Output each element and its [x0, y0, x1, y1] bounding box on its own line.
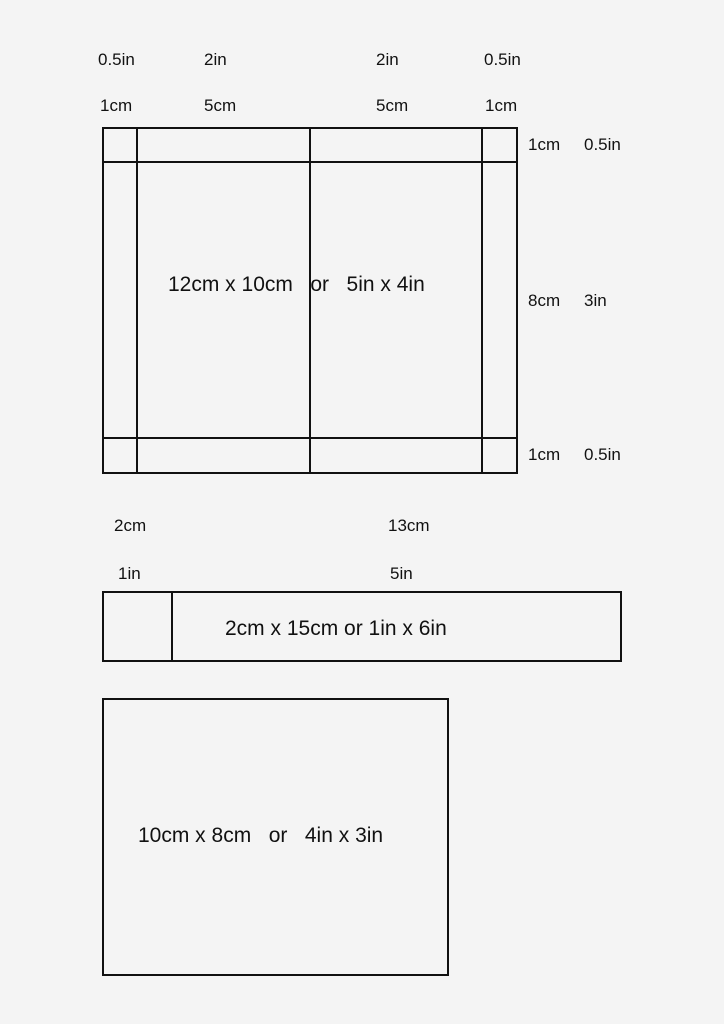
top-row-height-cm-2: 8cm [528, 291, 561, 310]
top-row-height-cm-1: 1cm [528, 135, 561, 154]
top-col-width-in-1: 0.5in [98, 50, 135, 69]
top-col-width-cm-2: 5cm [204, 96, 237, 115]
fold-line-top [102, 161, 518, 163]
top-row-height-in-1: 0.5in [584, 135, 621, 154]
strip-col-width-in-1: 1in [118, 564, 141, 583]
box-base-size-label: 12cm x 10cm or 5in x 4in [168, 273, 425, 296]
strip-col-width-cm-2: 13cm [388, 516, 430, 535]
top-col-width-in-3: 2in [376, 50, 399, 69]
strip-fold-line [171, 591, 173, 662]
fold-line-bottom [102, 437, 518, 439]
top-col-width-in-2: 2in [204, 50, 227, 69]
top-col-width-in-4: 0.5in [484, 50, 521, 69]
fold-line-right [481, 127, 483, 474]
strip-size-label: 2cm x 15cm or 1in x 6in [225, 617, 447, 640]
top-col-width-cm-3: 5cm [376, 96, 409, 115]
fold-line-middle [309, 127, 311, 474]
top-col-width-cm-4: 1cm [485, 96, 518, 115]
top-row-height-in-3: 0.5in [584, 445, 621, 464]
strip-col-width-in-2: 5in [390, 564, 413, 583]
top-row-height-in-2: 3in [584, 291, 607, 310]
strip-col-width-cm-1: 2cm [114, 516, 147, 535]
lid-size-label: 10cm x 8cm or 4in x 3in [138, 824, 384, 847]
fold-line-left [136, 127, 138, 474]
top-col-width-cm-1: 1cm [100, 96, 133, 115]
top-row-height-cm-3: 1cm [528, 445, 561, 464]
